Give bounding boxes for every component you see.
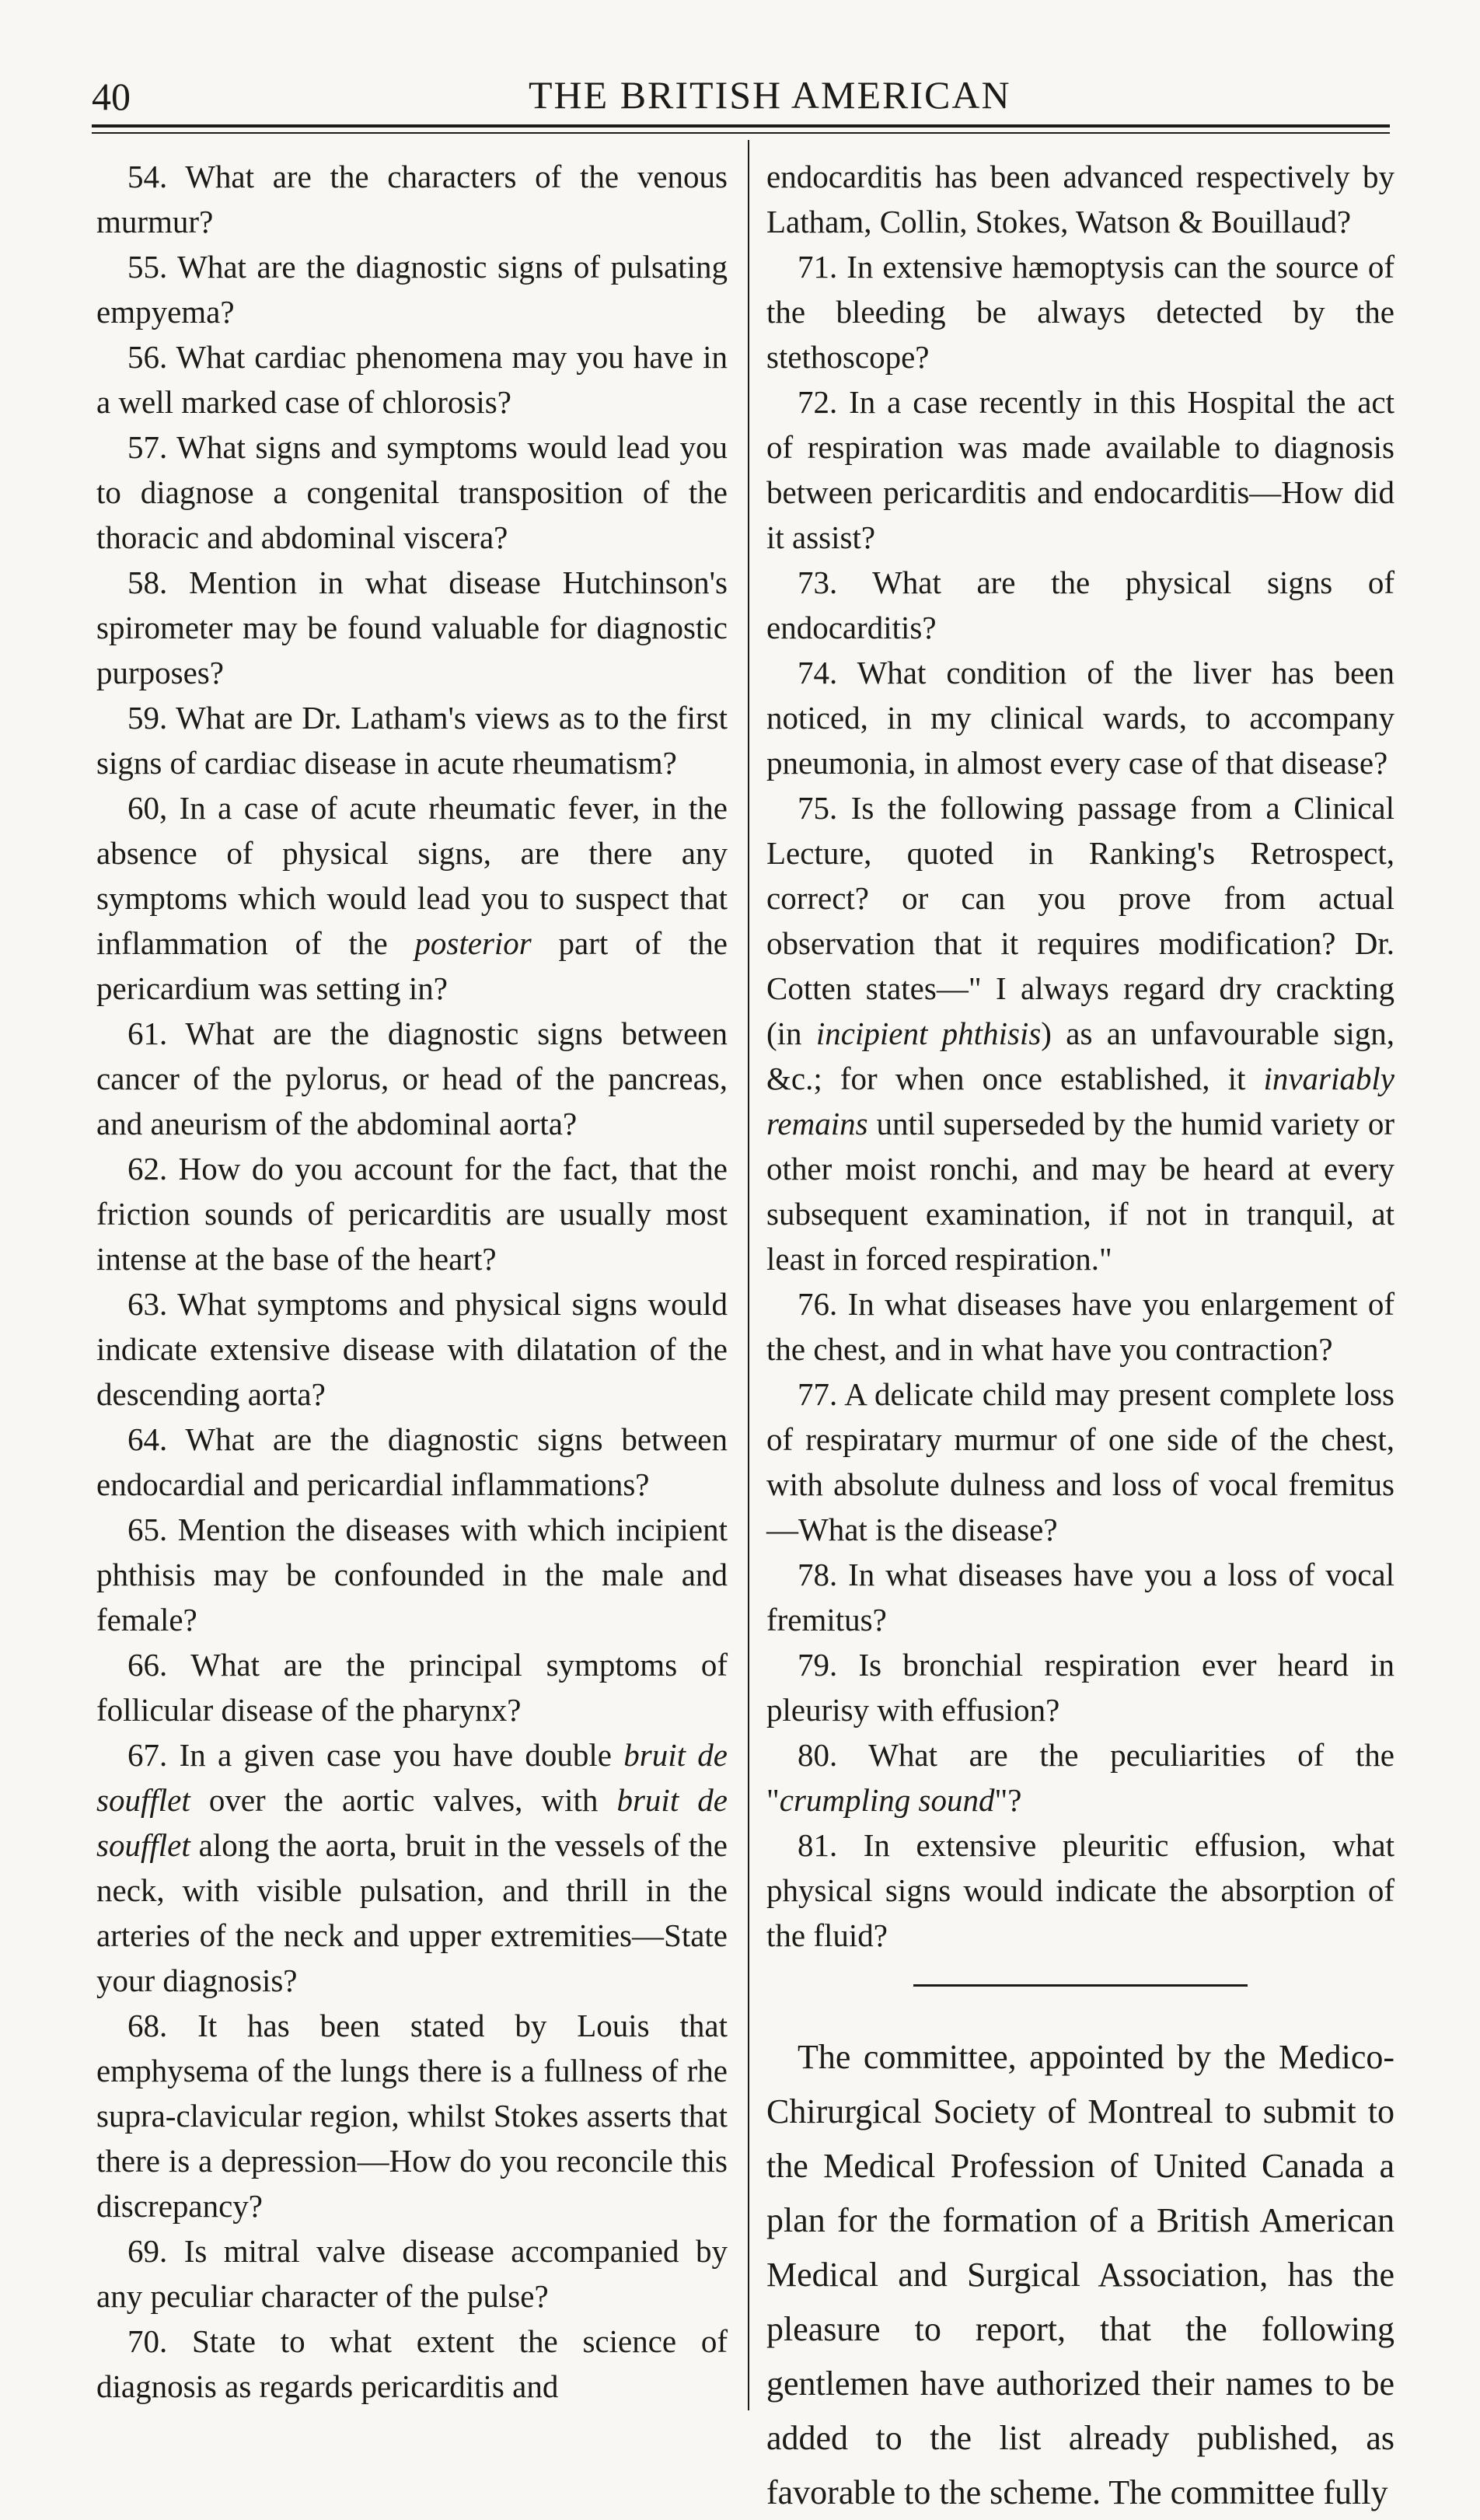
question-67-emphasis-2: bruit de soufflet: [96, 1782, 728, 1863]
question-64: 64. What are the diagnostic signs between endocardial and pericardial inflammations?: [96, 1421, 728, 1502]
question-55: 55. What are the diagnostic signs of pulsating empyema?: [96, 249, 728, 330]
question-65: 65. Mention the diseases with which incipient phthisis may be confounded in the male and female?: [96, 1512, 728, 1637]
question-72: 72. In a case recently in this Hospital the act of respiration was made available to diagnosis between pericarditis and endocarditis—How did it assist?: [766, 384, 1394, 555]
question-81: 81. In extensive pleuritic effusion, what physical signs would indicate the absorption of the fluid?: [766, 1827, 1394, 1953]
question-67: [96, 1732, 728, 2003]
page-number: 40: [92, 75, 131, 118]
question-78: 78. In what diseases have you a loss of vocal fremitus?: [766, 1557, 1394, 1637]
question-70-start: 70. State to what extent the science of diagnosis as regards pericarditis and: [96, 2323, 728, 2404]
question-67-text-b: over the aortic valves, with: [190, 1782, 617, 1818]
question-60-text-b: part of the pericardium was setting in?: [96, 925, 728, 1006]
question-79: 79. Is bronchial respiration ever heard in pleurisy with effusion?: [766, 1647, 1394, 1728]
question-67-emphasis-1: bruit de soufflet: [96, 1737, 728, 1818]
question-77: 77. A delicate child may present complete loss of respiratary murmur of one side of the chest, with absolute dulness and loss of vocal fremitus—What is the disease?: [766, 1376, 1394, 1547]
left-column: [96, 154, 728, 2409]
question-74: 74. What condition of the liver has been noticed, in my clinical wards, to accompany pneumonia, in almost every case of that disease?: [766, 655, 1394, 781]
question-80: [766, 1732, 1394, 1823]
question-80-text-a: 80. What are the peculiarities of the ": [766, 1737, 1394, 1818]
header-rule-thin: [92, 132, 1390, 134]
question-60-emphasis: posterior: [414, 925, 532, 961]
question-75-text-b: ) as an unfavourable sign, &c.; for when once established, it: [766, 1015, 1395, 1096]
question-73: 73. What are the physical signs of endocarditis?: [766, 564, 1394, 645]
question-71: 71. In extensive hæmoptysis can the source of the bleeding be always detected by the stethoscope?: [766, 249, 1394, 375]
question-70-continuation: endocarditis has been advanced respectively by Latham, Collin, Stokes, Watson & Bouillaud?: [766, 159, 1394, 239]
question-60-text-a: 60, In a case of acute rheumatic fever, in the absence of physical signs, are there any symptoms which would lead you to suspect that inflammation of the: [96, 790, 728, 961]
question-75-emphasis-1: incipient phthisis: [815, 1015, 1042, 1051]
question-62: 62. How do you account for the fact, that the friction sounds of pericarditis are usually most intense at the base of the heart?: [96, 1151, 728, 1277]
section-divider-rule: [913, 1984, 1248, 1987]
question-75-text-c: until superseded by the humid variety or other moist ronchi, and may be heard at every subsequent examination, if not in tranquil, at least in forced respiration.": [766, 1106, 1394, 1277]
question-57: 57. What signs and symptoms would lead you to diagnose a congenital transposition of the thoracic and abdominal viscera?: [96, 429, 728, 555]
question-63: 63. What symptoms and physical signs would indicate extensive disease with dilatation of the descending aorta?: [96, 1286, 728, 1412]
question-67-text-c: along the aorta, bruit in the vessels of the neck, with visible pulsation, and thrill in the arteries of the neck and upper extremities—State your diagnosis?: [96, 1827, 728, 1998]
question-60: [96, 785, 728, 1011]
question-68: 68. It has been stated by Louis that emphysema of the lungs there is a fullness of rhe supra-clavicular region, whilst Stokes asserts that there is a depression—How do you reconcile this discrepancy?: [96, 2008, 728, 2224]
question-58: 58. Mention in what disease Hutchinson's spirometer may be found valuable for diagnostic purposes?: [96, 564, 728, 690]
right-column: [766, 154, 1394, 2520]
column-divider: [748, 140, 749, 2410]
question-56: 56. What cardiac phenomena may you have in a well marked case of chlorosis?: [96, 339, 728, 420]
question-75-text-a: 75. Is the following passage from a Clinical Lecture, quoted in Ranking's Retrospect, correct? or can you prove from actual observation that it requires modification? Dr. Cotten states—" I always regard dry crackting (in: [766, 790, 1394, 1051]
question-61: 61. What are the diagnostic signs between cancer of the pylorus, or head of the pancreas, and aneurism of the abdominal aorta?: [96, 1015, 728, 1141]
question-75: [766, 785, 1394, 1281]
running-head-title: THE BRITISH AMERICAN: [529, 73, 1011, 117]
question-54: 54. What are the characters of the venous murmur?: [96, 159, 728, 239]
question-76: 76. In what diseases have you enlargement of the chest, and in what have you contraction?: [766, 1286, 1394, 1367]
question-66: 66. What are the principal symptoms of follicular disease of the pharynx?: [96, 1647, 728, 1728]
question-69: 69. Is mitral valve disease accompanied by any peculiar character of the pulse?: [96, 2233, 728, 2314]
committee-notice: The committee, appointed by the Medico-Chirurgical Society of Montreal to submit to the Medical Profession of United Canada a plan for the formation of a British American Medical and Surgical Association, has the pleasure to report, that the following gentlemen have authorized their names to be added to the list already published, as favorable to the scheme. The committee fully: [766, 2038, 1394, 2511]
question-75-emphasis-2: invariably remains: [766, 1061, 1394, 1141]
question-80-emphasis: crumpling sound: [779, 1782, 995, 1818]
header-rule-thick: [92, 124, 1390, 128]
question-80-text-b: "?: [994, 1782, 1022, 1818]
question-67-text-a: 67. In a given case you have double: [127, 1737, 624, 1773]
question-59: 59. What are Dr. Latham's views as to the first signs of cardiac disease in acute rheumatism?: [96, 700, 728, 781]
